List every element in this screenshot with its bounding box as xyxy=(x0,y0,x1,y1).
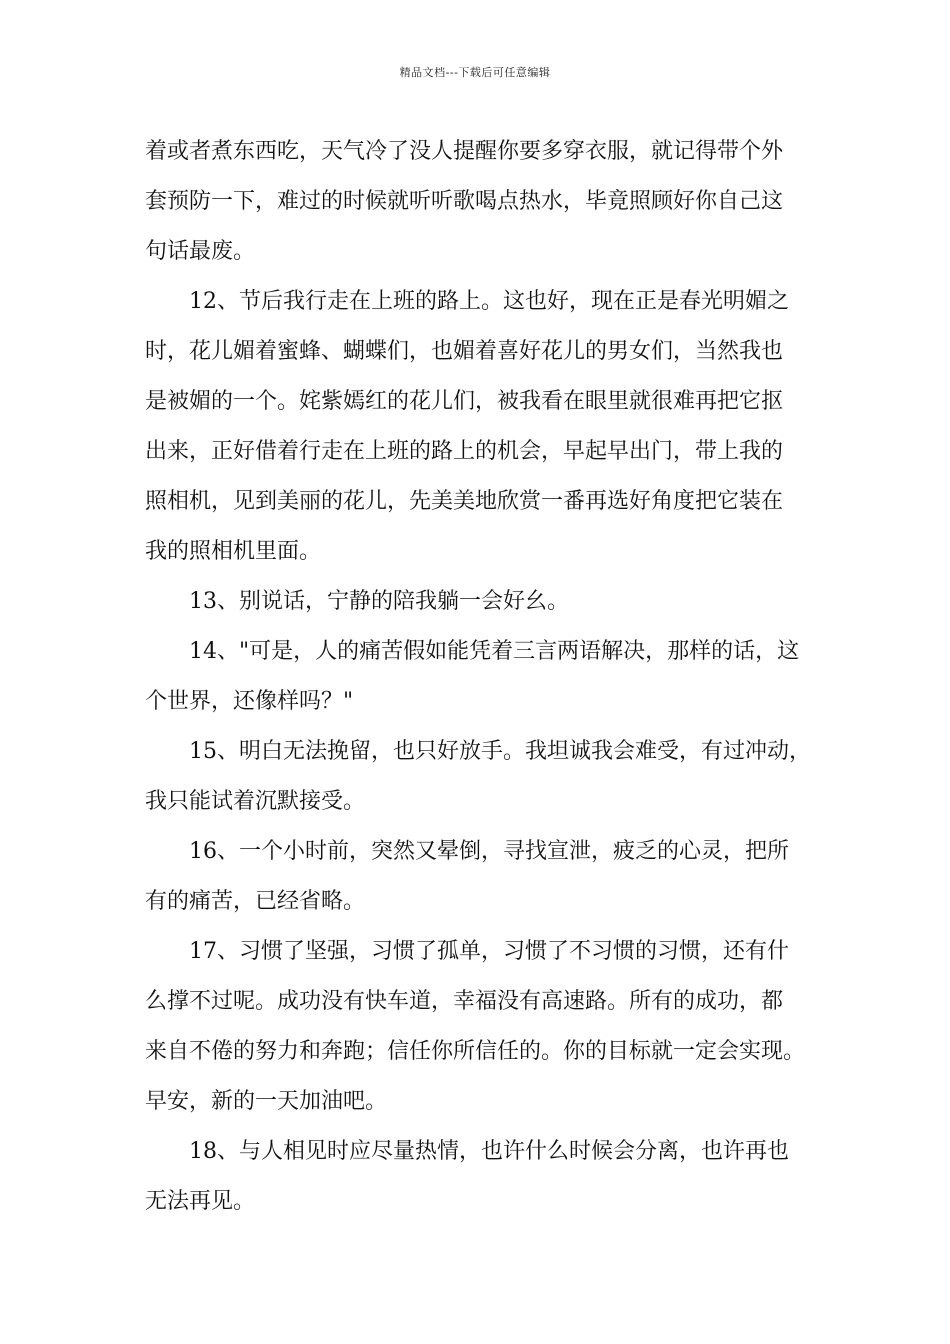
text-line: 我的照相机里面。 xyxy=(145,539,322,564)
paragraph-13-start: 13、别说话，宁静的陪我躺一会好幺。 xyxy=(189,589,569,614)
text-line: 来自不倦的努力和奔跑；信任你所信任的。你的目标就一定会实现。 xyxy=(145,1039,806,1064)
text-line: 无法再见。 xyxy=(145,1189,256,1214)
paragraph-17-start: 17、习惯了坚强，习惯了孤单，习惯了不习惯的习惯，还有什 xyxy=(189,939,789,964)
text-line: 照相机，见到美丽的花儿，先美美地欣赏一番再选好角度把它装在 xyxy=(145,489,784,514)
document-body xyxy=(145,127,835,1227)
text-line: 我只能试着沉默接受。 xyxy=(145,789,366,814)
text-line: 出来，正好借着行走在上班的路上的机会，早起早出门，带上我的 xyxy=(145,439,784,464)
text-line: 时，花儿媚着蜜蜂、蝴蝶们，也媚着喜好花儿的男女们，当然我也 xyxy=(145,339,784,364)
paragraph-14-start: 14、"可是，人的痛苦假如能凭着三言两语解决，那样的话，这 xyxy=(189,639,800,664)
text-line: 早安，新的一天加油吧。 xyxy=(145,1089,388,1114)
text-line: 么撑不过呢。成功没有快车道，幸福没有高速路。所有的成功，都 xyxy=(145,989,784,1014)
text-line: 套预防一下，难过的时候就听听歌喝点热水，毕竟照顾好你自己这 xyxy=(145,189,784,214)
paragraph-15-start: 15、明白无法挽留，也只好放手。我坦诚我会难受，有过冲动， xyxy=(189,739,811,764)
text-line: 个世界，还像样吗？" xyxy=(145,689,354,714)
text-line: 句话最废。 xyxy=(145,239,256,264)
text-line: 着或者煮东西吃，天气冷了没人提醒你要多穿衣服，就记得带个外 xyxy=(145,139,784,164)
text-line: 是被媚的一个。姹紫嫣红的花儿们，被我看在眼里就很难再把它抠 xyxy=(145,389,784,414)
paragraph-12-start: 12、节后我行走在上班的路上。这也好，现在正是春光明媚之 xyxy=(189,289,789,314)
page-header: 精品文档---下载后可任意编辑 xyxy=(399,66,551,79)
paragraph-16-start: 16、一个小时前，突然又晕倒，寻找宣泄，疲乏的心灵，把所 xyxy=(189,839,789,864)
text-line: 有的痛苦，已经省略。 xyxy=(145,889,366,914)
paragraph-18-start: 18、与人相见时应尽量热情，也许什么时候会分离，也许再也 xyxy=(189,1139,789,1164)
